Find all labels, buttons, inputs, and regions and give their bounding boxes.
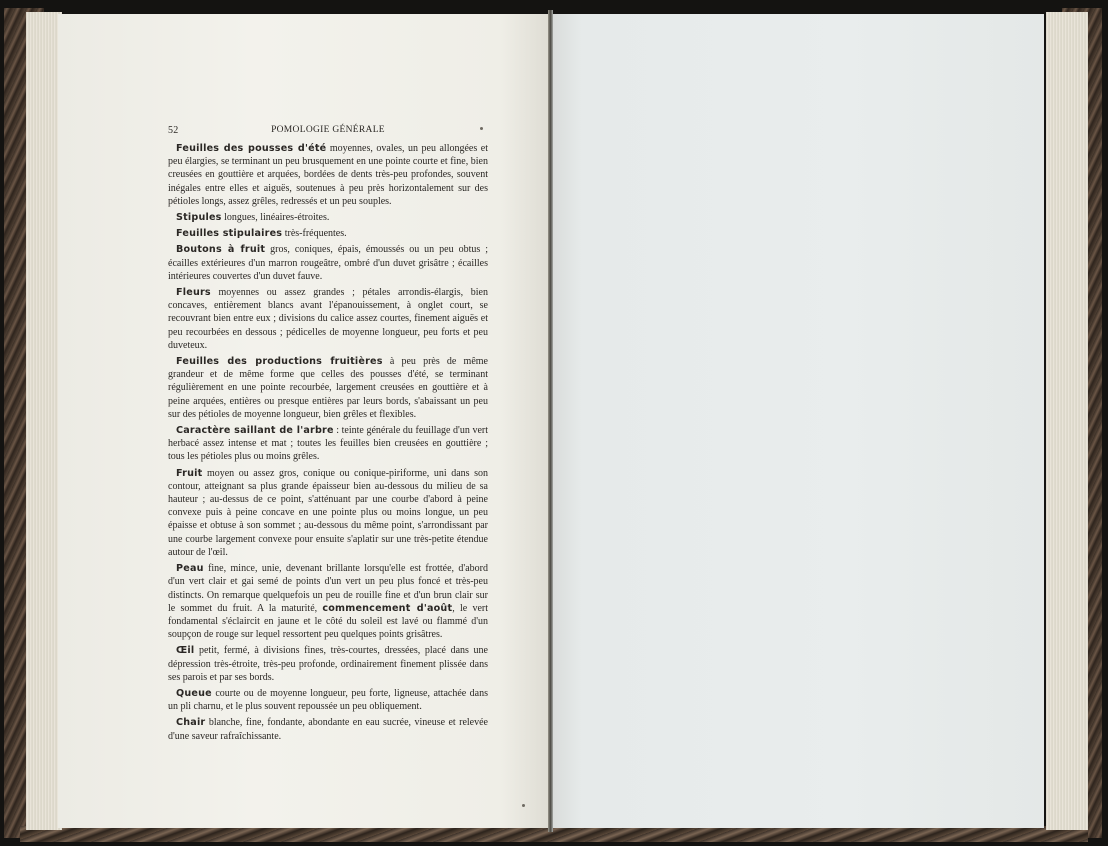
paragraph-term: Boutons à fruit: [176, 244, 266, 256]
paragraph-term-inline: commencement d'août: [322, 602, 453, 614]
paragraph-text: : teinte générale du feuillage d'un vert herbacé assez intense et mat ; toutes les feuilles bien creusées en gouttière ; tous les pétioles plus ou moins grêles.: [168, 425, 488, 463]
paragraph-text: moyen ou assez gros, conique ou conique-piriforme, uni dans son contour, atteignant sa plus grande épaisseur bien au-dessous du milieu de sa hauteur ; au-dessus de ce point, s'atténuant par une courbe d'abord à peine convexe puis à peine concave en une pointe plus ou moins longue, un peu épaisse et obtuse à son sommet ; au-dessous du même point, s'arrondissant par une courbe largement convexe pour ensuite s'aplatir sur une très-petite étendue autour de l'œil.: [168, 467, 488, 558]
marbled-cover-bottom: [20, 826, 1088, 842]
paragraph-text: très-fréquentes.: [282, 228, 347, 240]
running-title: POMOLOGIE GÉNÉRALE: [271, 125, 385, 135]
paragraph-term: Fruit: [176, 467, 203, 479]
paragraph-text: à peu près de même grandeur et de même forme que celles des pousses d'été, se terminant régulièrement en une pointe recourbée, largement creusées en gouttière et à peine arquées, entières ou presque entières par leurs bords, s'abaissant un peu sur des pétioles de moyenne longueur, bien grêles et flexibles.: [168, 356, 488, 420]
paragraph-text: petit, fermé, à divisions fines, très-courtes, dressées, placé dans une dépression très-étroite, très-peu profonde, ordinairement finement plissée dans ses parois et par ses bords.: [168, 645, 488, 683]
paragraph-feuilles-productions: [168, 355, 488, 421]
paragraph-term: Caractère saillant de l'arbre: [176, 425, 334, 437]
paragraph-feuilles-pousses: [168, 142, 488, 208]
page-text: [168, 124, 488, 746]
paragraph-text-continued: , le vert fondamental s'éclaircit en jaune et le côté du soleil est lavé ou flammé d'un soupçon de rouge sur lequel ressortent peu quelques points grisâtres.: [168, 602, 488, 641]
paragraph-term: Œil: [176, 645, 195, 657]
book-gutter: [548, 10, 553, 832]
paragraph-text: courte ou de moyenne longueur, peu forte, ligneuse, attachée dans un pli charnu, et le plus souvent repoussée un peu obliquement.: [168, 687, 488, 713]
paragraph-term: Peau: [176, 563, 204, 575]
paragraph-caractere: [168, 424, 488, 464]
paragraph-term: Feuilles des productions fruitières: [176, 356, 383, 368]
paragraph-chair: [168, 716, 488, 742]
running-head: [168, 124, 488, 142]
paragraph-text: moyennes, ovales, un peu allongées et peu élargies, se terminant un peu brusquement en une pointe courte et fine, bien creusées en gouttière et arquées, bordées de dents très-peu profondes, souvent inégales entre elles et aiguës, soutenues à peu près horizontalement sur des pétioles longs, assez grêles, redressés et un peu souples.: [168, 143, 489, 207]
paragraph-text: longues, linéaires-étroites.: [221, 212, 330, 224]
right-page-blank: [552, 14, 1044, 828]
paragraph-text: blanche, fine, fondante, abondante en eau sucrée, vineuse et relevée d'une saveur rafraîchissante.: [168, 717, 488, 742]
paragraph-boutons: [168, 243, 488, 283]
page-edges-right: [1046, 12, 1088, 830]
paragraph-term: Feuilles stipulaires: [176, 228, 283, 240]
paragraph-queue: [168, 687, 488, 713]
paragraph-stipules: [168, 211, 488, 224]
paragraph-text: fine, mince, unie, devenant brillante lorsqu'elle est frottée, d'abord d'un vert clair et gai semé de points d'un vert un peu plus foncé et très-peu distincts. On remarque quelquefois un peu de rouille fine et d'un brun clair sur le sommet du fruit. A la maturité,: [168, 563, 488, 614]
paragraph-term: Feuilles des pousses d'été: [176, 143, 327, 154]
page-edges-left: [26, 12, 62, 830]
paragraph-fleurs: [168, 286, 488, 352]
paragraph-term: Stipules: [176, 212, 222, 224]
page-number: 52: [168, 125, 179, 136]
paragraph-term: Fleurs: [176, 287, 211, 299]
paper-speck: [480, 127, 483, 130]
paper-speck: [522, 804, 525, 807]
paragraph-text: gros, coniques, épais, émoussés ou un peu obtus ; écailles extérieures d'un marron rougeâtre, ombré d'un duvet grisâtre ; écailles intérieures couvertes d'un duvet fauve.: [168, 244, 488, 282]
paragraph-peau: [168, 562, 488, 641]
paragraph-term: Chair: [176, 717, 206, 729]
paragraph-fruit: [168, 467, 488, 559]
paragraph-feuilles-stipulaires: [168, 227, 488, 240]
paragraph-text: moyennes ou assez grandes ; pétales arrondis-élargis, bien concaves, entièrement blancs avant l'épanouissement, à onglet court, se recouvrant bien entre eux ; divisions du calice assez courtes, finement aiguës et peu recourbées en dessous ; pédicelles de moyenne longueur, peu forts et peu duveteux.: [168, 287, 488, 351]
paragraph-oeil: [168, 644, 488, 684]
paragraph-term: Queue: [176, 687, 212, 699]
